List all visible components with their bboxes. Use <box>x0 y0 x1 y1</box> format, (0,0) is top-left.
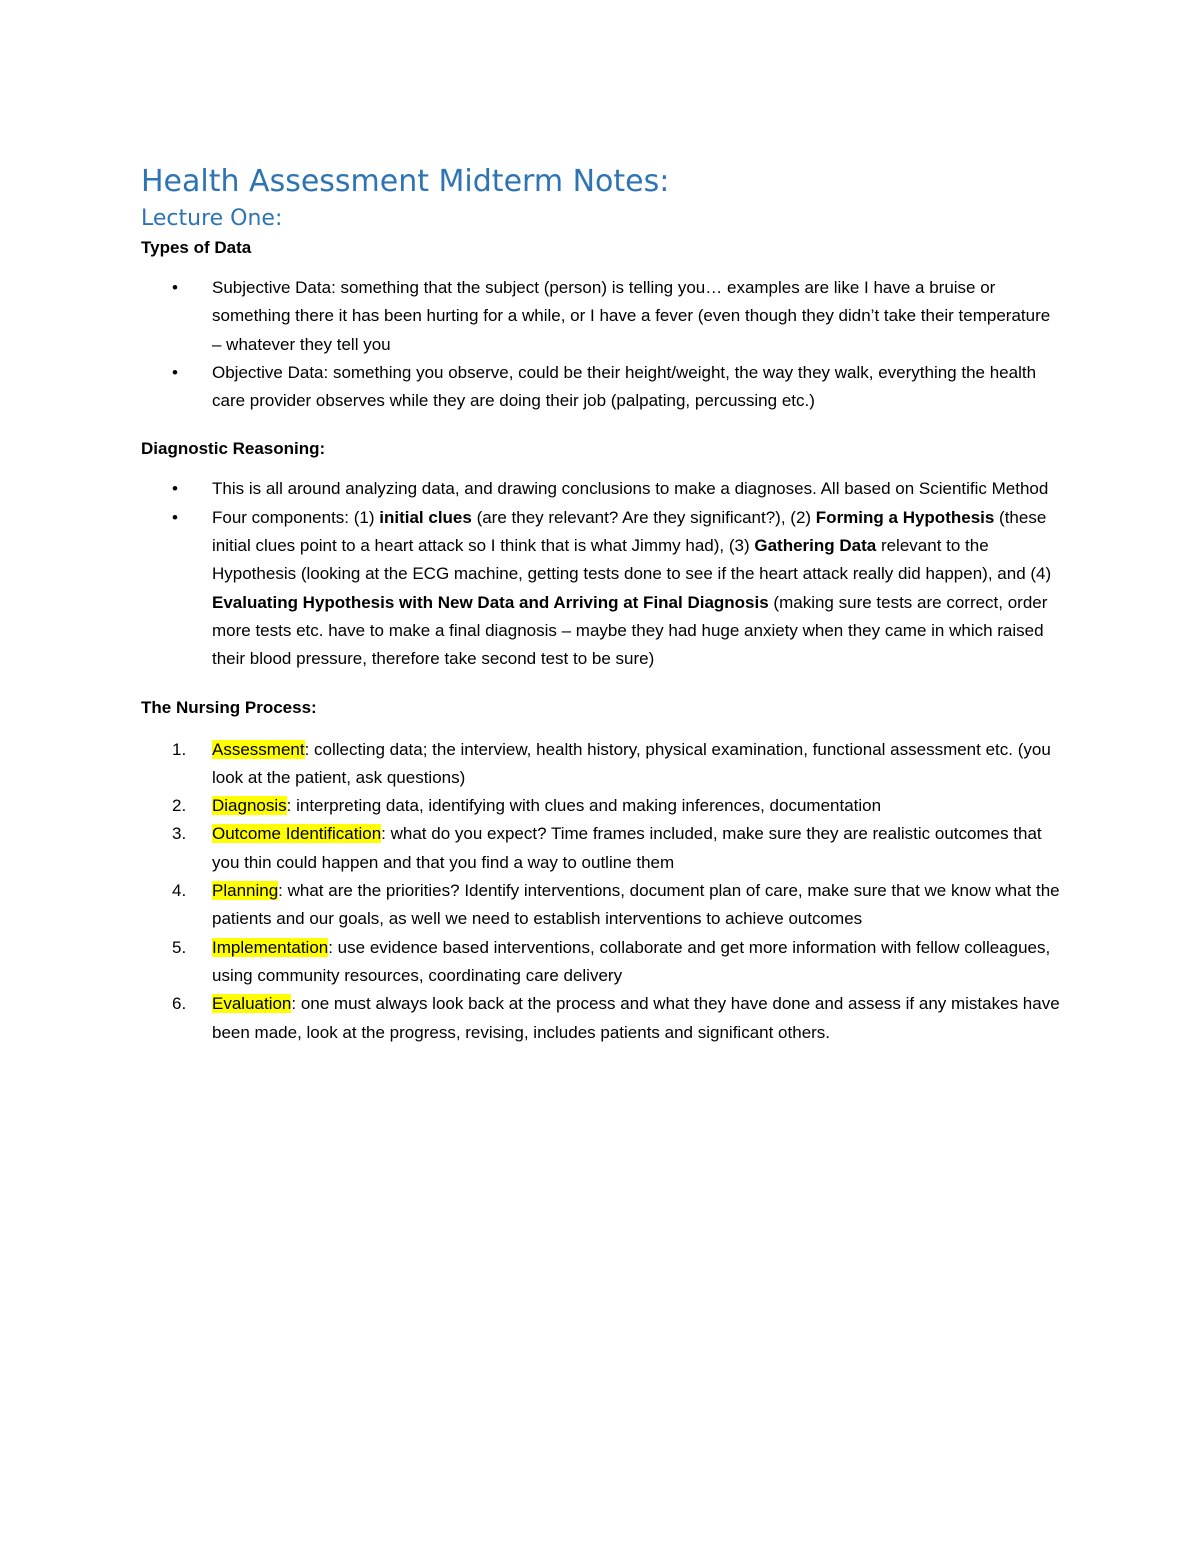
list-item <box>141 934 1061 991</box>
step-number: 3. <box>172 824 187 844</box>
document-page <box>141 160 1061 1047</box>
initial-clues-term: initial clues <box>379 507 472 527</box>
list-item <box>141 359 1061 416</box>
list-item <box>141 274 1061 359</box>
diagnostic-reasoning-heading: Diagnostic Reasoning: <box>141 439 326 459</box>
bullet-icon: • <box>172 507 178 527</box>
planning-term: Planning <box>212 881 279 901</box>
step-number: 4. <box>172 881 187 901</box>
bullet-icon: • <box>172 278 178 297</box>
forming-hypothesis-term: Forming a Hypothesis <box>815 507 995 527</box>
list-item <box>141 877 1061 934</box>
diagnostic-reasoning-list <box>141 475 1061 673</box>
types-of-data-list <box>141 274 1061 415</box>
outcome-identification-text: : what do you expect? Time frames included, make sure they are realistic outcomes that you thin could happen and that you find a way to outline them <box>212 824 1042 872</box>
implementation-text: : use evidence based interventions, collaborate and get more information with fellow colleagues, using community resources, coordinating care delivery <box>212 937 1051 985</box>
objective-data-text: Objective Data: something you observe, could be their height/weight, the way they walk, everything the health care provider observes while they are doing their job (palpating, percussing etc.) <box>212 362 1037 411</box>
lecture-subtitle: Lecture One: <box>141 206 283 231</box>
types-of-data-heading: Types of Data <box>141 238 252 257</box>
components-text-5: (making sure tests are correct, order more tests etc. have to make a final diagnosis – maybe they had huge anxiety when they came in which raised their blood pressure, therefore take second test to be sure) <box>212 592 1048 669</box>
components-text-4: relevant to the Hypothesis (looking at the ECG machine, getting tests done to see if the heart attack really did happen), and (4) <box>212 536 1052 584</box>
step-number: 1. <box>172 739 187 759</box>
list-item <box>141 736 1061 793</box>
nursing-process-heading: The Nursing Process: <box>141 697 317 717</box>
bullet-icon: • <box>172 362 178 382</box>
list-item <box>141 475 1061 503</box>
components-text-1: Four components: (1) <box>212 507 380 527</box>
list-item <box>141 792 1061 820</box>
step-number: 5. <box>172 937 187 957</box>
step-number: 2. <box>172 796 187 816</box>
evaluating-hypothesis-term: Evaluating Hypothesis with New Data and Arriving at Final Diagnosis <box>212 592 769 612</box>
gathering-data-term: Gathering Data <box>754 536 877 556</box>
outcome-identification-term: Outcome Identification <box>212 824 382 844</box>
diagnosis-text: : interpreting data, identifying with clues and making inferences, documentation <box>286 796 882 816</box>
step-number: 6. <box>172 994 187 1014</box>
bullet-icon: • <box>172 479 178 499</box>
document-title: Health Assessment Midterm Notes: <box>141 164 670 199</box>
assessment-text: : collecting data; the interview, health history, physical examination, functional assessment etc. (you look at the patient, ask questions) <box>212 739 1051 787</box>
components-text-2: (are they relevant? Are they significant?), (2) <box>471 507 816 527</box>
list-item <box>141 504 1061 674</box>
evaluation-term: Evaluation <box>212 994 292 1014</box>
planning-text: : what are the priorities? Identify interventions, document plan of care, make sure that we know what the patients and our goals, as well we need to establish interventions to achieve outcomes <box>212 881 1060 929</box>
nursing-process-list <box>141 736 1061 1047</box>
analyzing-data-text: This is all around analyzing data, and drawing conclusions to make a diagnoses. All based on Scientific Method <box>212 479 1049 499</box>
components-text-3: (these initial clues point to a heart attack so I think that is what Jimmy had), (3) <box>212 507 1047 556</box>
diagnosis-term: Diagnosis <box>212 796 287 816</box>
evaluation-text: : one must always look back at the process and what they have done and assess if any mistakes have been made, look at the progress, revising, includes patients and significant others. <box>212 994 1060 1042</box>
list-item <box>141 990 1061 1047</box>
list-item <box>141 820 1061 877</box>
subjective-data-text: Subjective Data: something that the subject (person) is telling you… examples are like I have a bruise or something there it has been hurting for a while, or I have a fever (even though they didn’t take their temperature – whatever they tell you <box>212 278 1051 354</box>
implementation-term: Implementation <box>212 937 329 957</box>
assessment-term: Assessment <box>212 739 305 759</box>
